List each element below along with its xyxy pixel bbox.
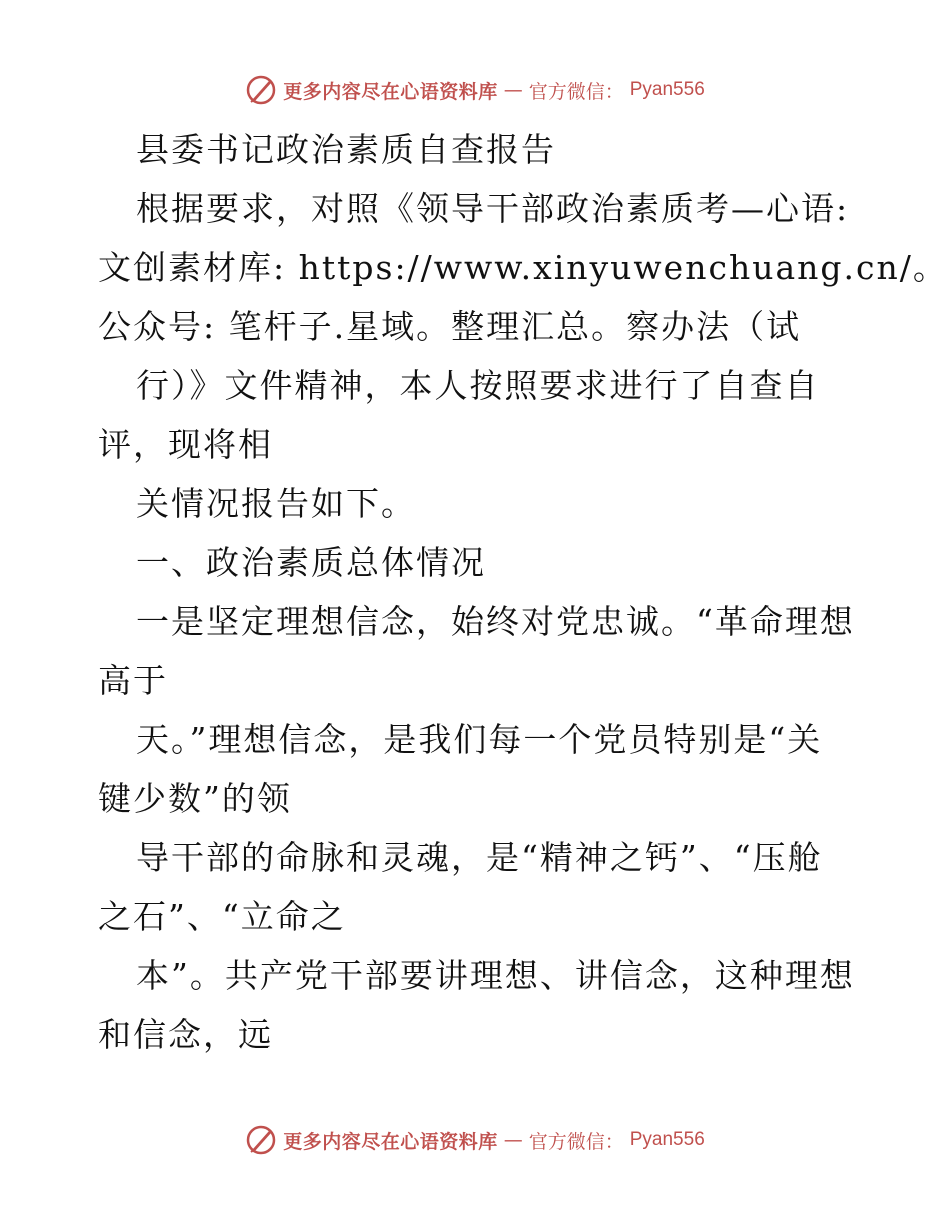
section-heading: 一、政治素质总体情况	[136, 543, 486, 582]
header-brand-text: 更多内容尽在心语资料库	[283, 80, 498, 103]
text-line: 关情况报告如下。	[136, 484, 416, 523]
quill-pen-logo-icon	[245, 1124, 277, 1156]
header-banner	[0, 70, 950, 110]
text-line: 根据要求，对照《领导干部政治素质考—心语:	[136, 189, 850, 228]
header-wechat-id: Pyan556	[629, 79, 705, 100]
footer-wechat-id: Pyan556	[629, 1129, 705, 1150]
text-line: 键少数”的领	[98, 779, 292, 818]
quill-pen-logo-icon	[245, 74, 277, 106]
document-title: 县委书记政治素质自查报告	[136, 130, 556, 169]
text-line: 高于	[98, 661, 168, 700]
footer-brand-text: 更多内容尽在心语资料库	[283, 1130, 498, 1153]
text-line: 行）》文件精神，本人按照要求进行了自查自	[136, 366, 820, 405]
footer-banner	[0, 1120, 950, 1160]
text-line: 和信念，远	[98, 1015, 273, 1054]
text-line: 天。”理想信念，是我们每一个党员特别是“关	[136, 720, 823, 759]
text-line: 一是坚定理想信念，始终对党忠诚。“革命理想	[136, 602, 855, 641]
text-line: 导干部的命脉和灵魂，是“精神之钙”、“压舱	[136, 838, 823, 877]
text-line: 评，现将相	[98, 425, 273, 464]
text-line: 文创素材库: https://www.xinyuwenchuang.cn/。	[98, 248, 948, 287]
header-dash: —	[503, 79, 523, 101]
document-body	[98, 120, 948, 1064]
header-official-label: 官方微信：	[528, 80, 624, 103]
footer-official-label: 官方微信：	[528, 1130, 624, 1153]
text-line: 之石”、“立命之	[98, 897, 346, 936]
text-line: 本”。共产党干部要讲理想、讲信念，这种理想	[136, 956, 855, 995]
text-line: 公众号: 笔杆子.星域。整理汇总。察办法（试	[98, 307, 802, 346]
footer-dash: —	[503, 1129, 523, 1151]
